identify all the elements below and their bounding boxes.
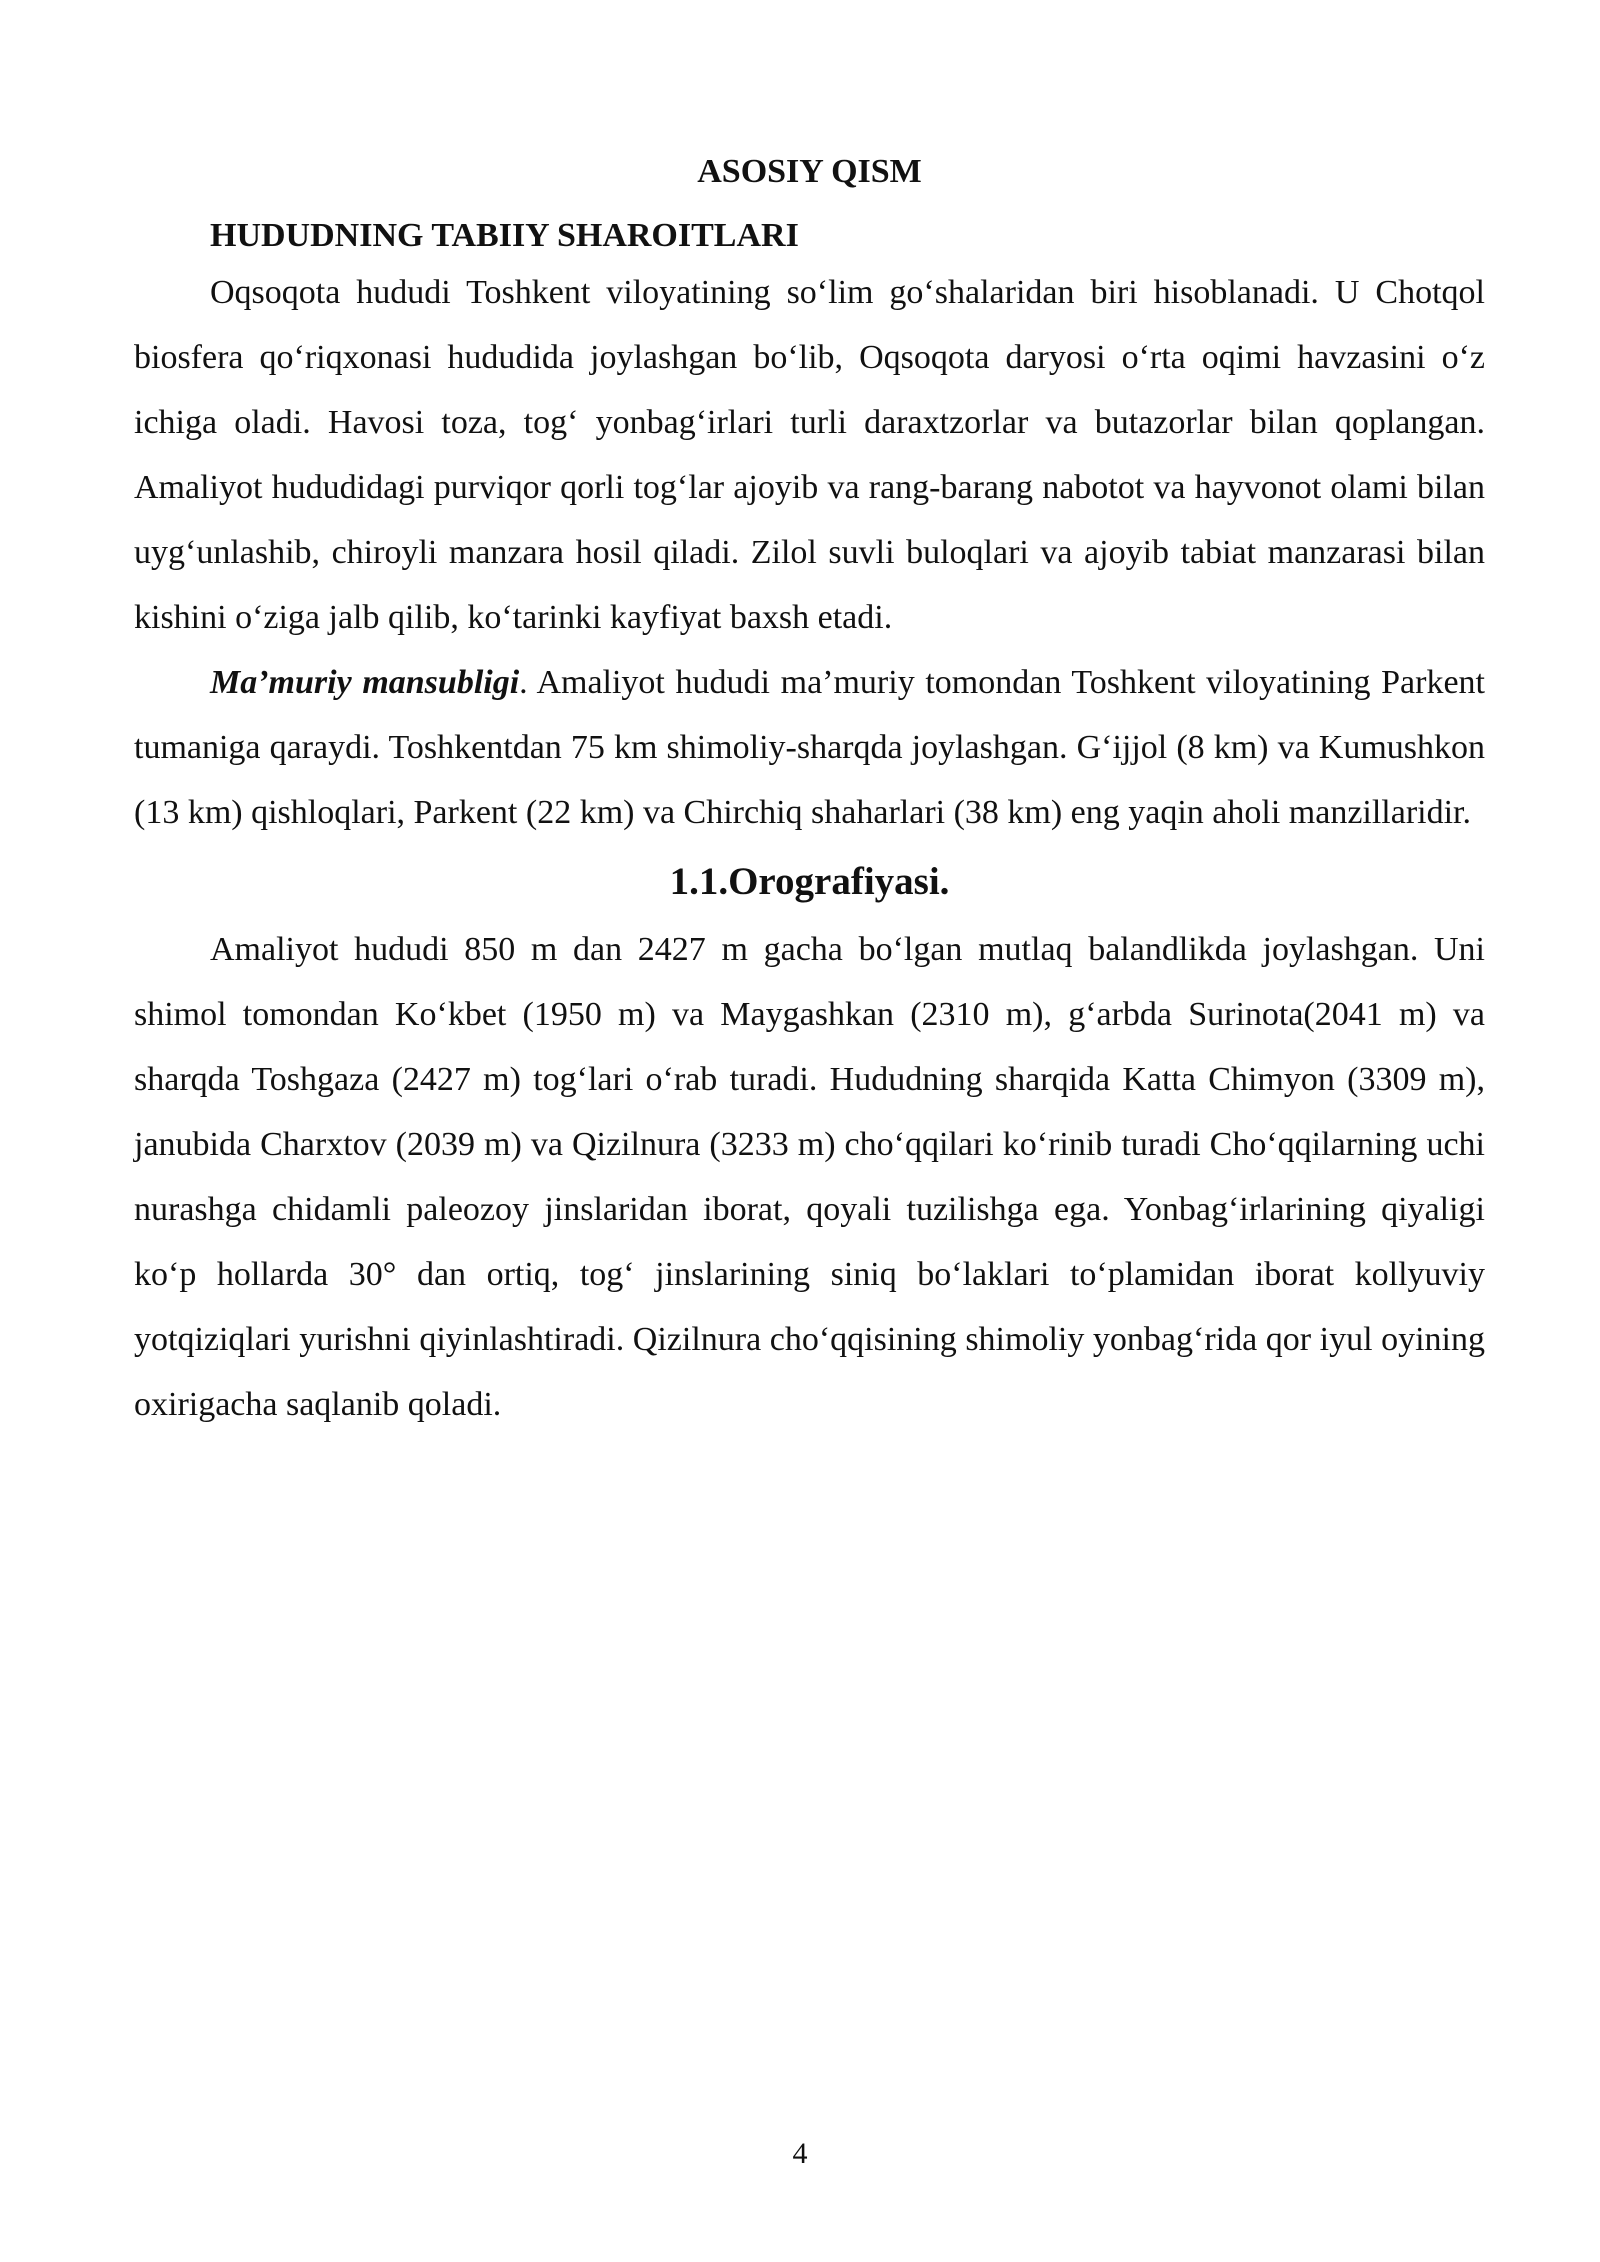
page-number: 4 bbox=[792, 2137, 808, 2170]
paragraph-text: . Amaliyot hududi ma’muriy tomondan Toshkent viloyatining Parkent tumaniga qaraydi. Toshkentdan 75 km shimoliy-sharqda joylashgan. G‘ijjol (8 km) va Kumushkon (13 km) qishloqlari, Parkent (22 km) va Chirchiq shaharlari (38 km) eng yaqin aholi manzillaridir. bbox=[134, 664, 1485, 831]
paragraph-orography: Amaliyot hududi 850 m dan 2427 m gacha bo‘lgan mutlaq balandlikda joylashgan. Uni shimol tomondan Ko‘kbet (1950 m) va Maygashkan (2310 m), g‘arbda Surinota(2041 m) va sharqda Toshgaza (2427 m) tog‘lari o‘rab turadi. Hududning sharqida Katta Chimyon (3309 m), janubida Charxtov (2039 m) va Qizilnura (3233 m) cho‘qqilari ko‘rinib turadi Cho‘qqilarning uchi nurashga chidamli paleozoy jinslaridan iborat, qoyali tuzilishga ega. Yonbag‘irlarining qiyaligi ko‘p hollarda 30° dan ortiq, tog‘ jinslarining siniq bo‘laklari to‘plamidan iborat kollyuviy yotqiziqlari yurishni qiyinlashtiradi. Qizilnura cho‘qqisining shimoliy yonbag‘rida qor iyul oyining oxirigacha saqlanib qoladi. bbox=[134, 931, 1485, 1423]
section-heading-orography: 1.1.Orografiyasi. bbox=[669, 860, 950, 903]
paragraph-intro: Oqsoqota hududi Toshkent viloyatining so‘lim go‘shalaridan biri hisoblanadi. U Chotqol biosfera qo‘riqxonasi hududida joylashgan bo‘lib, Oqsoqota daryosi o‘rta oqimi havzasini o‘z ichiga oladi. Havosi toza, tog‘ yonbag‘irlari turli daraxtzorlar va butazorlar bilan qoplangan. Amaliyot hududidagi purviqor qorli tog‘lar ajoyib va rang-barang nabotot va hayvonot olami bilan uyg‘unlashib, chiroyli manzara hosil qiladi. Zilol suvli buloqlari va ajoyib tabiat manzarasi bilan kishini o‘ziga jalb qilib, ko‘tarinki kayfiyat baxsh etadi. bbox=[134, 274, 1485, 636]
section-title: HUDUDNING TABIIY SHAROITLARI bbox=[210, 217, 799, 254]
page-title: ASOSIY QISM bbox=[697, 153, 922, 190]
paragraph-administrative bbox=[134, 650, 1485, 845]
page-content bbox=[134, 148, 1485, 1437]
paragraph-lead: Ma’muriy mansubligi bbox=[210, 664, 520, 701]
